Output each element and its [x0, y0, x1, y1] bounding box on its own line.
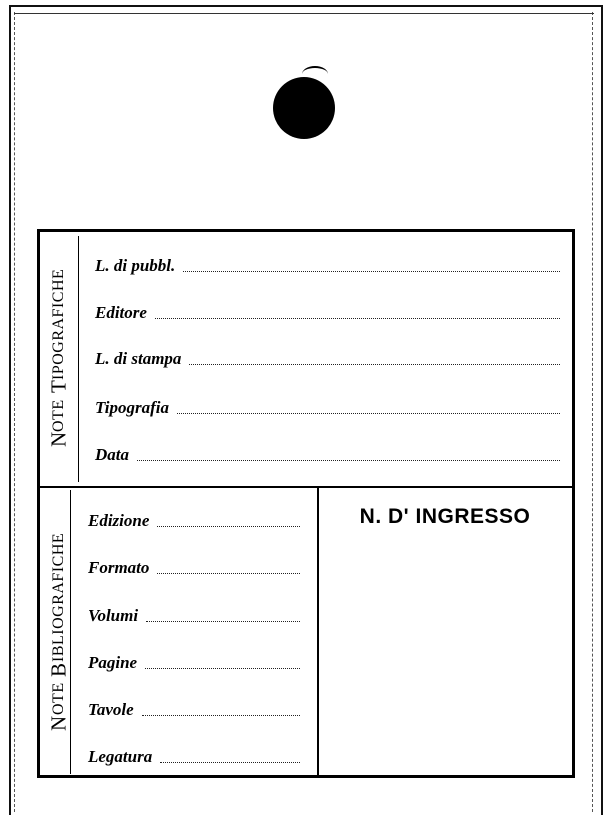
field-data[interactable]: Data: [95, 445, 560, 465]
card-top-rule: [14, 13, 594, 14]
field-edizione[interactable]: Edizione: [88, 511, 300, 531]
catalog-form: [37, 229, 575, 778]
note-bibliografiche-label: N OTE B IBLIOGRAFICHE: [46, 533, 71, 731]
typo-side-rule: [78, 236, 79, 482]
card-edge-left: [14, 12, 15, 812]
field-luogo-stampa[interactable]: L. di stampa: [95, 349, 560, 369]
field-formato[interactable]: Formato: [88, 558, 300, 578]
card-edge-right: [592, 12, 593, 812]
field-editore[interactable]: Editore: [95, 303, 560, 323]
note-tipografiche-label: N OTE T IPOGRAFICHE: [46, 268, 71, 448]
bib-side-rule: [70, 490, 71, 774]
numero-ingresso-label: N. D' INGRESSO: [359, 505, 531, 528]
section-divider: [40, 486, 572, 488]
column-divider: [317, 488, 319, 775]
field-volumi[interactable]: Volumi: [88, 606, 300, 626]
punch-hole: [273, 77, 335, 139]
field-tavole[interactable]: Tavole: [88, 700, 300, 720]
field-tipografia[interactable]: Tipografia: [95, 398, 560, 418]
field-luogo-pubblicazione[interactable]: L. di pubbl.: [95, 256, 560, 276]
field-pagine[interactable]: Pagine: [88, 653, 300, 673]
field-legatura[interactable]: Legatura: [88, 747, 300, 767]
